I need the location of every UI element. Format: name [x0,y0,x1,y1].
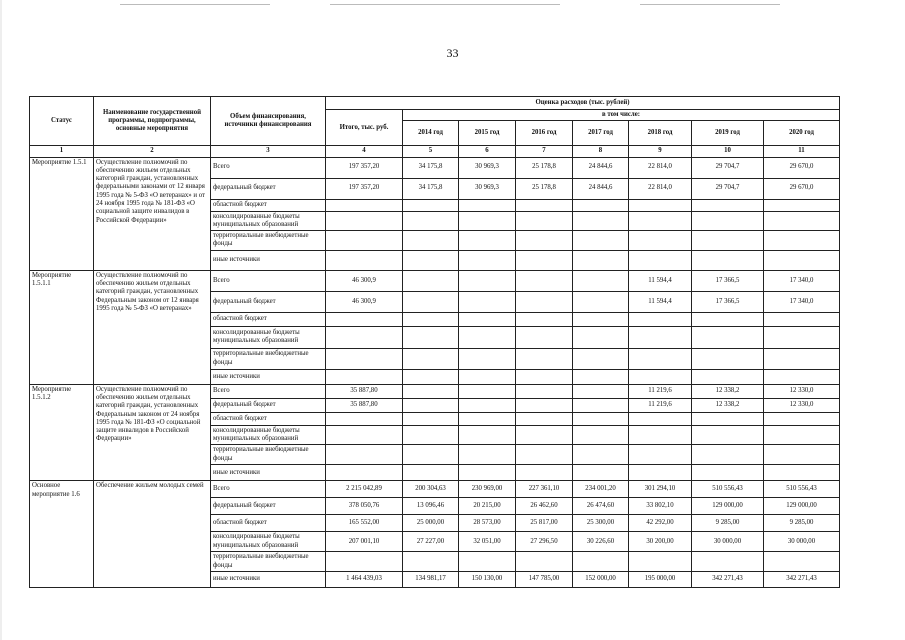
year-value [764,326,840,348]
total-value [326,369,403,384]
year-value [459,445,516,465]
total-value: 46 300,9 [326,270,403,291]
year-value: 29 670,0 [764,157,840,178]
year-value: 26 474,60 [573,498,629,515]
header-finance: Объем финансирования, источники финансирования [211,97,326,146]
year-value: 25 178,8 [516,178,573,199]
scan-artifact-line [640,4,780,5]
year-value [629,250,692,270]
year-value [629,348,692,369]
year-value: 25 000,00 [403,515,459,532]
year-value [629,465,692,481]
year-value [764,211,840,231]
year-value [459,398,516,412]
year-value [764,445,840,465]
column-number: 1 [30,146,94,157]
finance-source: территориальные внебюджетные фонды [211,348,326,369]
year-value: 30 000,00 [764,532,840,552]
year-value [764,465,840,481]
table-row [30,384,840,398]
table-row [30,481,840,498]
finance-source: федеральный бюджет [211,178,326,199]
year-value [692,231,764,251]
year-value: 152 000,00 [573,571,629,587]
year-value [403,384,459,398]
year-value [692,412,764,425]
finance-source: областной бюджет [211,412,326,425]
year-value: 13 096,46 [403,498,459,515]
total-value: 1 464 439,03 [326,571,403,587]
total-value [326,445,403,465]
column-number: 6 [459,146,516,157]
year-value: 147 785,00 [516,571,573,587]
header-year: 2015 год [459,121,516,146]
header-including: в том числе: [403,110,840,121]
year-value [459,250,516,270]
total-value: 46 300,9 [326,291,403,312]
total-value: 378 050,76 [326,498,403,515]
year-value: 11 219,6 [629,384,692,398]
column-number: 3 [211,146,326,157]
year-value [403,348,459,369]
year-value: 234 001,20 [573,481,629,498]
year-value [573,348,629,369]
year-value [403,231,459,251]
finance-source: федеральный бюджет [211,291,326,312]
year-value [629,445,692,465]
year-value [516,250,573,270]
year-value [403,465,459,481]
year-value [403,312,459,326]
finance-source: иные источники [211,250,326,270]
budget-table [29,96,840,588]
year-value [516,211,573,231]
table-body [30,157,840,587]
total-value [326,231,403,251]
total-value [326,552,403,572]
year-value: 29 704,7 [692,178,764,199]
year-value: 24 844,6 [573,157,629,178]
year-value [573,445,629,465]
year-value [573,552,629,572]
year-value [573,250,629,270]
header-year: 2017 год [573,121,629,146]
column-number: 10 [692,146,764,157]
column-number: 2 [94,146,211,157]
year-value [516,312,573,326]
finance-source: территориальные внебюджетные фонды [211,445,326,465]
year-value [403,250,459,270]
total-value [326,412,403,425]
year-value [629,199,692,211]
year-value [516,291,573,312]
year-value: 17 366,5 [692,270,764,291]
year-value: 342 271,43 [692,571,764,587]
finance-source: Всего [211,384,326,398]
total-value: 197 357,20 [326,157,403,178]
column-number: 7 [516,146,573,157]
year-value: 510 556,43 [692,481,764,498]
year-value [459,211,516,231]
finance-source: областной бюджет [211,312,326,326]
year-value: 25 178,8 [516,157,573,178]
year-value: 34 175,8 [403,157,459,178]
year-value [573,270,629,291]
year-value: 33 802,10 [629,498,692,515]
year-value [459,326,516,348]
finance-source: иные источники [211,571,326,587]
year-value: 17 340,0 [764,291,840,312]
header-year: 2019 год [692,121,764,146]
finance-source: областной бюджет [211,515,326,532]
finance-source: иные источники [211,465,326,481]
header-status: Статус [30,97,94,146]
year-value [629,231,692,251]
year-value: 200 304,63 [403,481,459,498]
year-value [629,412,692,425]
year-value [459,312,516,326]
year-value: 27 227,00 [403,532,459,552]
year-value [629,326,692,348]
year-value [516,398,573,412]
year-value: 510 556,43 [764,481,840,498]
year-value [573,199,629,211]
year-value [403,412,459,425]
year-value [516,270,573,291]
total-value: 165 552,00 [326,515,403,532]
year-value [629,369,692,384]
year-value [692,326,764,348]
year-value: 32 051,00 [459,532,516,552]
year-value: 25 817,00 [516,515,573,532]
year-value [403,369,459,384]
year-value [573,465,629,481]
finance-source: консолидированные бюджеты муниципальных образований [211,425,326,445]
year-value [516,348,573,369]
total-value: 197 357,20 [326,178,403,199]
year-value [516,465,573,481]
year-value: 30 000,00 [692,532,764,552]
year-value [459,369,516,384]
year-value: 9 285,00 [764,515,840,532]
column-number: 11 [764,146,840,157]
table-row [30,157,840,178]
finance-source: консолидированные бюджеты муниципальных образований [211,532,326,552]
year-value [403,211,459,231]
column-number: 8 [573,146,629,157]
year-value: 11 219,6 [629,398,692,412]
year-value [692,445,764,465]
year-value [692,312,764,326]
year-value [573,425,629,445]
year-value: 26 462,60 [516,498,573,515]
year-value: 22 814,0 [629,157,692,178]
column-number: 5 [403,146,459,157]
year-value [459,412,516,425]
year-value: 28 573,00 [459,515,516,532]
year-value: 11 594,4 [629,291,692,312]
year-value [692,369,764,384]
year-value [459,465,516,481]
year-value [629,211,692,231]
year-value: 12 330,0 [764,384,840,398]
year-value [764,369,840,384]
year-value [692,250,764,270]
year-value: 150 130,00 [459,571,516,587]
finance-source: территориальные внебюджетные фонды [211,231,326,251]
year-value [629,312,692,326]
finance-source: иные источники [211,369,326,384]
year-value [403,199,459,211]
finance-source: Всего [211,481,326,498]
total-value: 2 215 042,89 [326,481,403,498]
header-year: 2018 год [629,121,692,146]
year-value: 29 704,7 [692,157,764,178]
year-value [516,384,573,398]
total-value [326,250,403,270]
year-value [516,369,573,384]
year-value: 12 338,2 [692,398,764,412]
year-value: 42 292,00 [629,515,692,532]
year-value [459,425,516,445]
year-value: 12 330,0 [764,398,840,412]
year-value [573,231,629,251]
header-total: Итого, тыс. руб. [326,110,403,146]
year-value [403,552,459,572]
finance-source: федеральный бюджет [211,398,326,412]
header-name: Наименование государственной программы, подпрограммы, основные мероприятия [94,97,211,146]
year-value [516,445,573,465]
year-value [516,231,573,251]
year-value: 129 000,00 [692,498,764,515]
year-value [459,348,516,369]
year-value [459,384,516,398]
header-year: 2016 год [516,121,573,146]
year-value [629,425,692,445]
year-value [403,398,459,412]
finance-source: территориальные внебюджетные фонды [211,552,326,572]
year-value: 227 361,10 [516,481,573,498]
year-value: 30 969,3 [459,157,516,178]
year-value [459,231,516,251]
year-value: 230 969,00 [459,481,516,498]
year-value: 29 670,0 [764,178,840,199]
row-status: Основное мероприятие 1.6 [30,481,94,588]
year-value: 195 000,00 [629,571,692,587]
table-row [30,270,840,291]
total-value [326,465,403,481]
year-value [459,270,516,291]
year-value [764,348,840,369]
year-value: 34 175,8 [403,178,459,199]
year-value [573,326,629,348]
year-value: 301 294,10 [629,481,692,498]
year-value: 27 296,50 [516,532,573,552]
year-value [629,552,692,572]
row-name: Осуществление полномочий по обеспечению жильем отдельных категорий граждан, установленных Федеральным законом от 24 ноября 1995 года № 181-ФЗ «О социальной защите инвалидов в Российской Федерации» [94,384,211,481]
year-value: 17 366,5 [692,291,764,312]
year-value [516,552,573,572]
total-value: 35 887,80 [326,384,403,398]
year-value [573,384,629,398]
finance-source: консолидированные бюджеты муниципальных образований [211,326,326,348]
total-value: 207 001,10 [326,532,403,552]
page-number: 33 [446,46,459,60]
year-value [692,211,764,231]
year-value [403,326,459,348]
year-value: 30 226,60 [573,532,629,552]
year-value [573,291,629,312]
row-name: Осуществление полномочий по обеспечению жильем отдельных категорий граждан, установленных Федеральным законом от 12 января 1995 года № 5-ФЗ «О ветеранах» [94,270,211,384]
row-status: Мероприятие 1.5.1.1 [30,270,94,384]
total-value [326,425,403,445]
year-value [692,552,764,572]
year-value: 9 285,00 [692,515,764,532]
total-value [326,326,403,348]
total-value: 35 887,80 [326,398,403,412]
year-value: 22 814,0 [629,178,692,199]
finance-source: Всего [211,157,326,178]
row-name: Обеспечение жильем молодых семей [94,481,211,588]
finance-source: федеральный бюджет [211,498,326,515]
year-value [764,412,840,425]
year-value [516,425,573,445]
year-value [459,291,516,312]
year-value: 20 215,00 [459,498,516,515]
year-value: 30 969,3 [459,178,516,199]
year-value [573,211,629,231]
year-value: 129 000,00 [764,498,840,515]
row-status: Мероприятие 1.5.1.2 [30,384,94,481]
year-value [516,326,573,348]
year-value [459,199,516,211]
year-value [764,231,840,251]
column-number: 4 [326,146,403,157]
finance-source: областной бюджет [211,199,326,211]
scan-artifact-line [120,4,270,5]
year-value [516,412,573,425]
year-value [403,445,459,465]
year-value [764,552,840,572]
year-value [403,291,459,312]
year-value: 134 981,17 [403,571,459,587]
year-value [403,270,459,291]
row-status: Мероприятие 1.5.1 [30,157,94,270]
header-estimate: Оценка расходов (тыс. рублей) [326,97,840,110]
total-value [326,199,403,211]
page-edge [0,0,2,640]
year-value [516,199,573,211]
scan-artifact-line [330,4,560,5]
year-value [692,465,764,481]
year-value [692,199,764,211]
finance-source: Всего [211,270,326,291]
year-value [764,199,840,211]
finance-source: консолидированные бюджеты муниципальных образований [211,211,326,231]
year-value: 12 338,2 [692,384,764,398]
year-value: 24 844,6 [573,178,629,199]
total-value [326,211,403,231]
year-value [403,425,459,445]
year-value [459,552,516,572]
column-number: 9 [629,146,692,157]
header-year: 2020 год [764,121,840,146]
row-name: Осуществление полномочий по обеспечению жильем отдельных категорий граждан, установленных федеральными законами от 12 января 1995 года № 5-ФЗ «О ветеранах» и от 24 ноября 1995 года № 181-ФЗ «О социальной защите инвалидов в Российской Федерации» [94,157,211,270]
year-value [573,369,629,384]
year-value [573,398,629,412]
year-value: 17 340,0 [764,270,840,291]
year-value [692,348,764,369]
year-value [764,250,840,270]
header-year: 2014 год [403,121,459,146]
year-value [573,312,629,326]
year-value [764,312,840,326]
total-value [326,312,403,326]
year-value: 342 271,43 [764,571,840,587]
year-value: 25 300,00 [573,515,629,532]
year-value: 30 200,00 [629,532,692,552]
year-value [573,412,629,425]
total-value [326,348,403,369]
year-value [692,425,764,445]
year-value: 11 594,4 [629,270,692,291]
year-value [764,425,840,445]
